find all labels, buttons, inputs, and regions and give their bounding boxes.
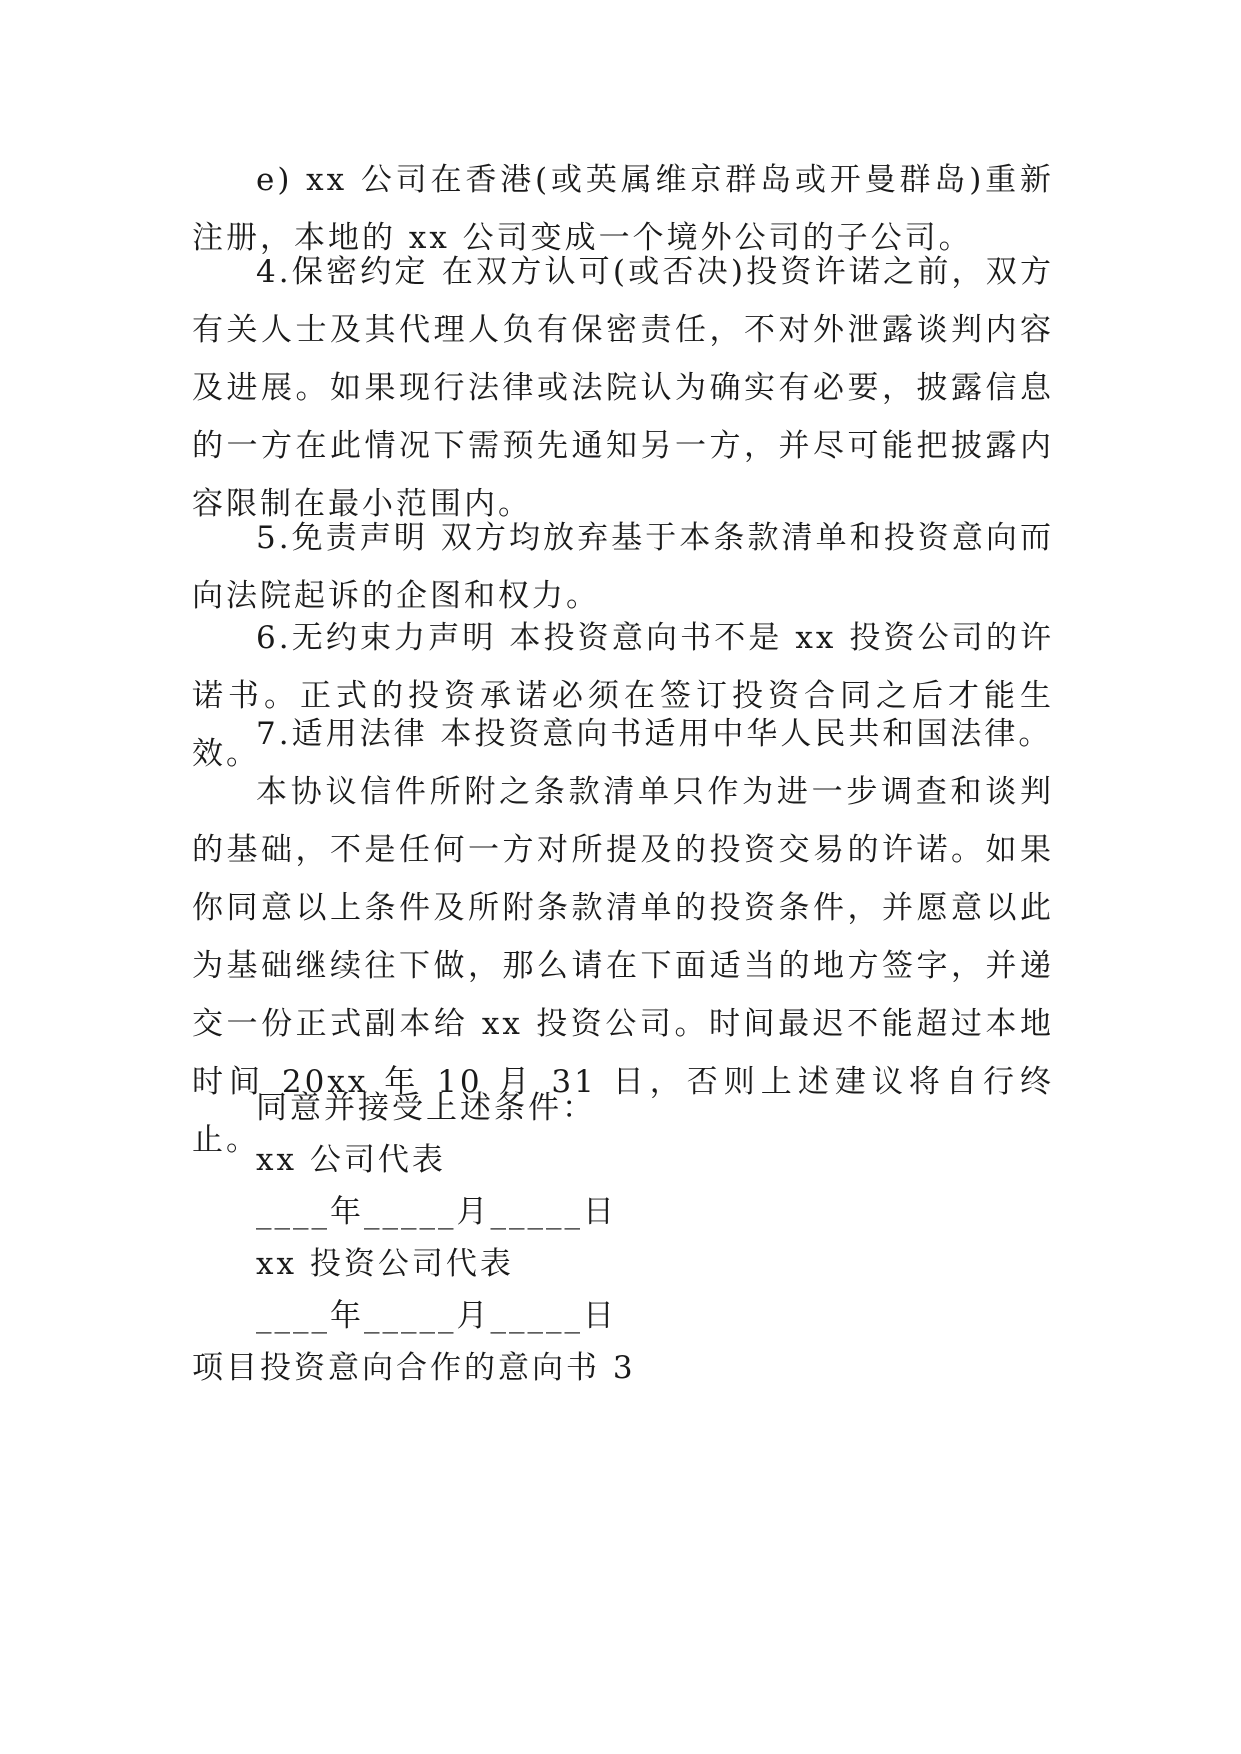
next-section-heading: 项目投资意向合作的意向书 3 xyxy=(192,1350,636,1386)
paragraph-letter-terms: 本协议信件所附之条款清单只作为进一步调查和谈判的基础，不是任何一方对所提及的投资交易的许诺。如果你同意以上条件及所附条款清单的投资条件，并愿意以此为基础继续往下做，那么请在下面适当的地方签字，并递交一份正式副本给 xx 投资公司。时间最迟不能超过本地时间 20xx 年 10 月 31 日，否则上述建议将自行终止。 xyxy=(192,774,1054,1158)
agree-line: 同意并接受上述条件： xyxy=(256,1090,596,1126)
paragraph-non-binding: 6.无约束力声明 本投资意向书不是 xx 投资公司的许诺书。正式的投资承诺必须在签订投资合同之后才能生效。 xyxy=(192,620,1054,772)
investor-representative: xx 投资公司代表 xyxy=(256,1246,514,1282)
paragraph-e-registration: e) xx 公司在香港(或英属维京群岛或开曼群岛)重新注册，本地的 xx 公司变成一个境外公司的子公司。 xyxy=(192,162,1054,256)
paragraph-confidentiality: 4.保密约定 在双方认可(或否决)投资许诺之前，双方有关人士及其代理人负有保密责任，不对外泄露谈判内容及进展。如果现行法律或法院认为确实有必要，披露信息的一方在此情况下需预先通知另一方，并尽可能把披露内容限制在最小范围内。 xyxy=(192,254,1054,522)
date-line-investor: ____年_____月_____日 xyxy=(256,1298,617,1334)
paragraph-governing-law: 7.适用法律 本投资意向书适用中华人民共和国法律。 xyxy=(256,716,1053,752)
paragraph-disclaimer: 5.免责声明 双方均放弃基于本条款清单和投资意向而向法院起诉的企图和权力。 xyxy=(192,520,1054,614)
date-line-company: ____年_____月_____日 xyxy=(256,1194,617,1230)
company-representative: xx 公司代表 xyxy=(256,1142,446,1178)
